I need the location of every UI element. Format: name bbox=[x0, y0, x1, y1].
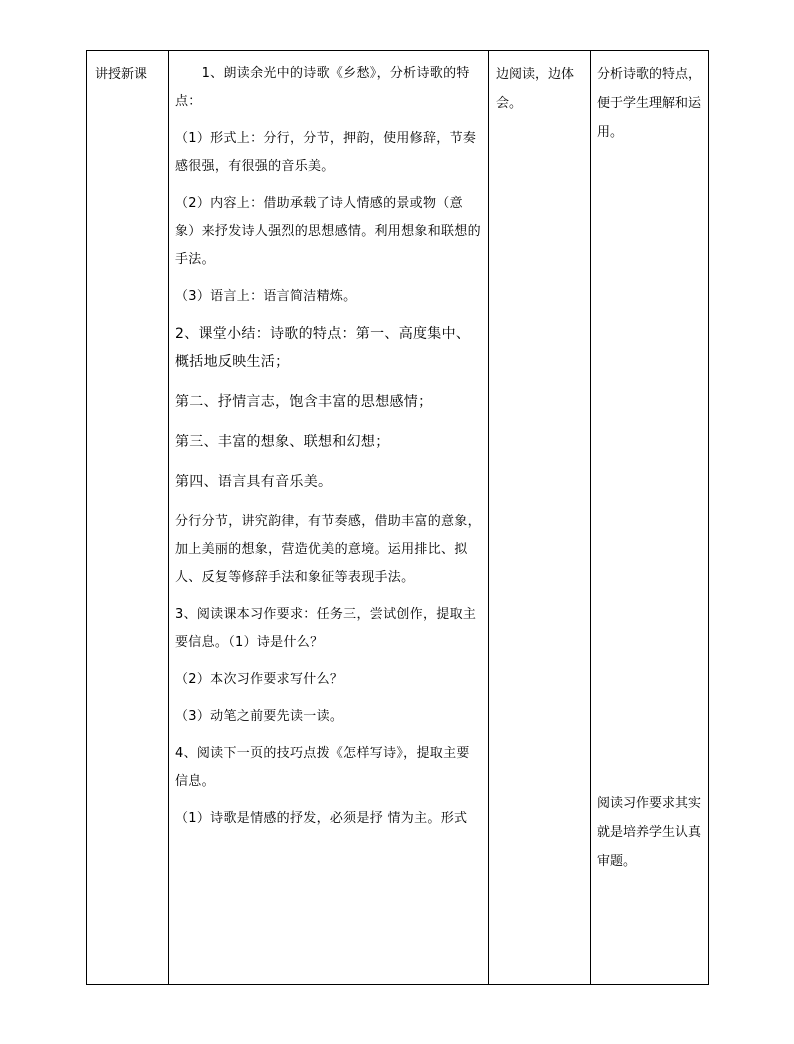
teaching-content bbox=[169, 51, 488, 984]
content-paragraph-2: （1）形式上：分行，分节，押韵，使用修辞，节奏感很强，有很强的音乐美。 bbox=[175, 131, 477, 174]
lesson-plan-table bbox=[86, 50, 709, 985]
content-paragraph-5: 2、课堂小结：诗歌的特点：第一、高度集中、概括地反映生活； bbox=[175, 326, 471, 370]
table-row bbox=[87, 51, 709, 985]
purpose-cell bbox=[591, 51, 709, 985]
student-activity-cell bbox=[489, 51, 591, 985]
content-paragraph-12: （3）动笔之前要先读一读。 bbox=[175, 709, 344, 724]
purpose-text-1: 分析诗歌的特点，便于学生理解和运用。 bbox=[597, 67, 702, 140]
content-paragraph-7: 第三、丰富的想象、联想和幻想； bbox=[175, 434, 390, 450]
design-purpose bbox=[591, 51, 708, 984]
content-cell bbox=[169, 51, 489, 985]
content-paragraph-1: 1、朗读余光中的诗歌《乡愁》，分析诗歌的特点： bbox=[175, 66, 470, 109]
stage-label: 讲授新课 bbox=[95, 67, 148, 82]
content-paragraph-4: （3）语言上：语言简洁精炼。 bbox=[175, 289, 357, 304]
content-paragraph-3: （2）内容上：借助承载了诗人情感的景或物（意象）来抒发诗人强烈的思想感情。利用想象和联想的手法。 bbox=[175, 196, 481, 267]
content-paragraph-13: 4、阅读下一页的技巧点拨《怎样写诗》，提取主要信息。 bbox=[175, 746, 470, 789]
content-paragraph-14: （1）诗歌是情感的抒发，必须是抒 情为主。形式 bbox=[175, 811, 468, 826]
content-paragraph-11: （2）本次习作要求写什么？ bbox=[175, 672, 344, 687]
content-paragraph-8: 第四、语言具有音乐美。 bbox=[175, 474, 333, 490]
purpose-text-2: 阅读习作要求其实就是培养学生认真审题。 bbox=[597, 796, 702, 869]
stage-cell bbox=[87, 51, 169, 985]
student-activity-text: 边阅读，边体会。 bbox=[496, 67, 575, 111]
content-paragraph-6: 第二、抒情言志，饱含丰富的思想感情； bbox=[175, 394, 433, 410]
content-paragraph-10: 3、阅读课本习作要求：任务三，尝试创作，提取主要信息。（1）诗是什么？ bbox=[175, 607, 477, 650]
purpose-spacer bbox=[597, 147, 704, 789]
content-paragraph-9: 分行分节，讲究韵律，有节奏感，借助丰富的意象，加上美丽的想象，营造优美的意境。运用排比、拟人、反复等修辞手法和象征等表现手法。 bbox=[175, 514, 481, 585]
